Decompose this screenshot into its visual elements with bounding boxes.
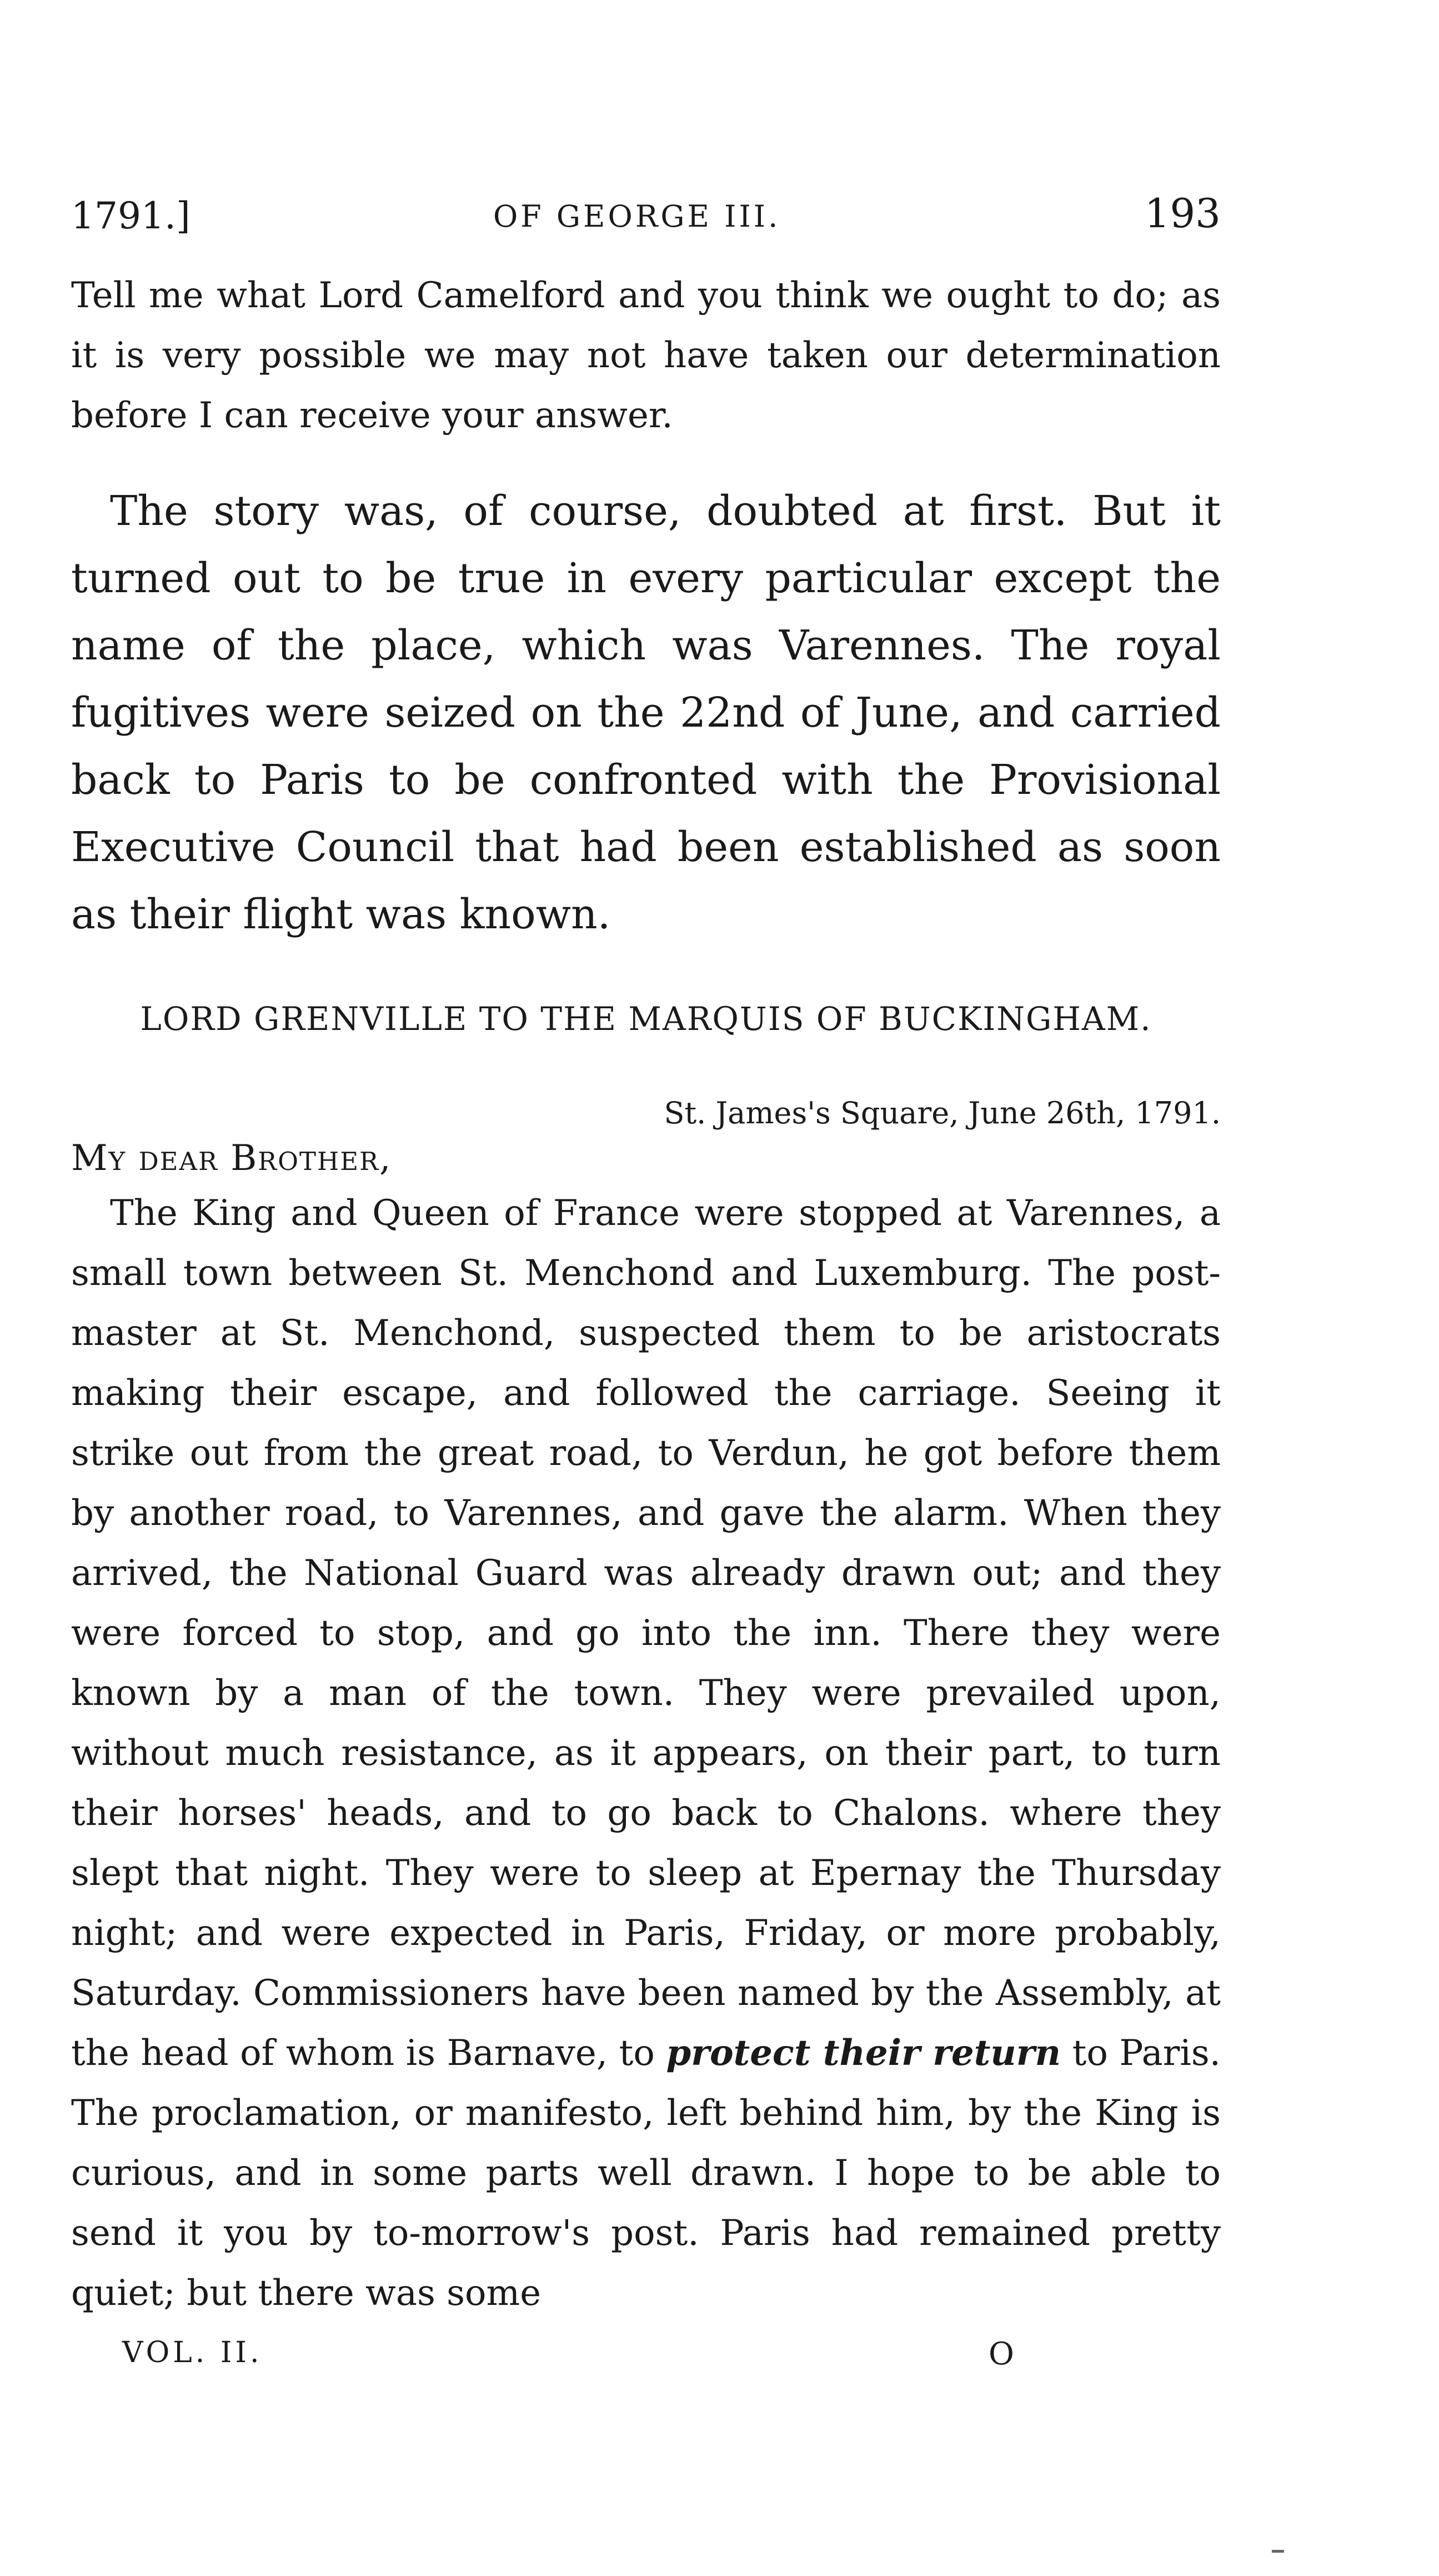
running-head [71, 190, 1221, 244]
volume-mark: VOL. II. [122, 2336, 263, 2369]
running-head-year: 1791.] [71, 194, 190, 237]
intro-paragraph: Tell me what Lord Camelford and you think we ought to do; as it is very possible we may not have taken our determination before I can receive your answer. [71, 275, 1221, 436]
stray-ink-mark [1272, 2550, 1284, 2553]
letter-body-emphasis: protect their return [666, 2032, 1061, 2074]
letter-heading: LORD GRENVILLE TO THE MARQUIS OF BUCKINGHAM. [140, 1000, 1152, 1038]
narrative-paragraph: The story was, of course, doubted at first. But it turned out to be true in every particular except the name of the place, which was Varennes. The royal fugitives were seized on the 22nd of June, and carried back to Paris to be confronted with the Provisional Executive Council that had been established as soon as their flight was known. [71, 487, 1221, 938]
letter-body-part1: The King and Queen of France were stopped at Varennes, a small town between St. Menchond and Luxemburg. The post-master at St. Menchond, suspected them to be aristocrats making their escape, and followed the carriage. Seeing it strike out from the great road, to Verdun, he got before them by another road, to Varennes, and gave the alarm. When they arrived, the National Guard was already drawn out; and they were forced to stop, and go into the inn. There they were known by a man of the town. They were prevailed upon, without much resistance, as it appears, on their part, to turn their horses' heads, and to go back to Chalons. where they slept that night. They were to sleep at Epernay the Thursday night; and were expected in Paris, Friday, or more probably, Saturday. Commissioners have been named by the Assembly, at the head of whom is Barnave, to [71, 1193, 1221, 2074]
running-head-title: OF GEORGE III. [493, 199, 781, 234]
letter-dateline: St. James's Square, June 26th, 1791. [664, 1096, 1221, 1131]
letter-body [71, 1183, 1221, 2323]
signature-mark: O [989, 2336, 1014, 2372]
page-footer [122, 2336, 1014, 2372]
letter-salutation: My dear Brother, [71, 1138, 392, 1179]
letter-body-part2: to Paris. The proclamation, or manifesto, left behind him, by the King is curious, and in some parts well drawn. I hope to be able to send it you by to-morrow's post. Paris had remained pretty quiet; but there was some [71, 2033, 1221, 2314]
page-number: 193 [1144, 190, 1221, 237]
